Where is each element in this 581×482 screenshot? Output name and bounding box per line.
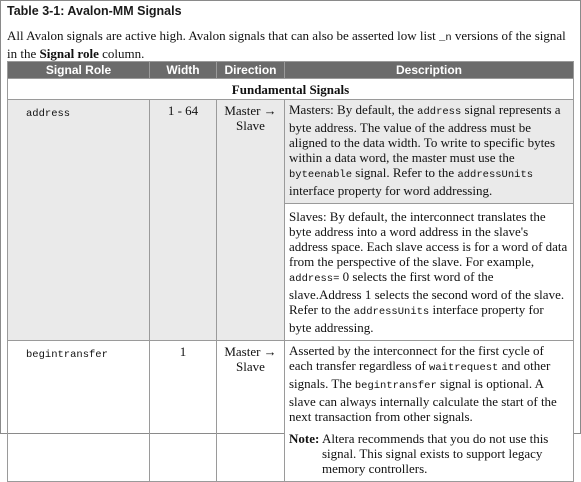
- desc-text: signal is optional. A slave can always internally calculate the start of the next transaction from other signals.: [289, 376, 557, 424]
- desc-code: address=: [289, 273, 340, 285]
- desc-text: 0 selects the first word of the slave.Address 1 selects the second word of the slave. Refer to the: [289, 269, 565, 317]
- header-signal-role: Signal Role: [8, 62, 150, 79]
- intro-text-3: column.: [98, 46, 145, 61]
- desc-text: interface property for word addressing.: [289, 183, 493, 198]
- note-label: Note:: [289, 431, 320, 446]
- intro-code: _n: [439, 32, 452, 44]
- intro-bold: Signal role: [39, 46, 99, 61]
- desc-text: Asserted by the interconnect for the first cycle of each transfer regardless of: [289, 343, 544, 373]
- signal-direction: Master → Slave: [217, 100, 285, 341]
- desc-code: waitrequest: [429, 362, 499, 374]
- desc-text: Masters: By default, the: [289, 102, 418, 117]
- desc-code: byteenable: [289, 169, 353, 181]
- note-block: [289, 431, 569, 476]
- desc-text: interface property for byte addressing.: [289, 302, 544, 335]
- note-text: Altera recommends that you do not use this signal. This signal exists to support legacy memory controllers.: [322, 431, 549, 476]
- desc-code: addressUnits: [353, 306, 430, 318]
- desc-text: signal represents a byte address. The value of the address must be aligned to the data width. To write to specific bytes within a data word, the master must use the: [289, 102, 561, 165]
- signal-width: 1 - 64: [150, 100, 217, 341]
- intro-text-1: All Avalon signals are active high. Avalon signals that can also be asserted low list: [7, 28, 440, 43]
- section-title: Fundamental Signals: [8, 79, 574, 100]
- desc-code: begintransfer: [354, 380, 437, 392]
- intro-text-2: versions of the signal in the: [7, 28, 566, 61]
- desc-code: address: [417, 106, 462, 118]
- header-row: [8, 62, 574, 79]
- header-description: Description: [285, 62, 574, 79]
- masters-description: [285, 100, 573, 204]
- signals-table: [7, 61, 574, 482]
- table-row: [8, 341, 574, 482]
- table-row: [8, 100, 574, 341]
- table-title: Table 3-1: Avalon-MM Signals: [7, 4, 182, 18]
- signal-width: 1: [150, 341, 217, 482]
- begintransfer-description: [289, 343, 569, 424]
- signal-description: [285, 341, 574, 482]
- signal-direction: Master → Slave: [217, 341, 285, 482]
- intro-paragraph: [7, 28, 573, 61]
- signal-description: [285, 100, 574, 341]
- desc-text: signal. Refer to the: [352, 165, 458, 180]
- desc-text: and other signals. The: [289, 358, 551, 391]
- slaves-description: [289, 204, 569, 335]
- desc-code: addressUnits: [457, 169, 534, 181]
- desc-text: Slaves: By default, the interconnect translates the byte address into a word address in the slave's address space. Each slave access is for a word of data from the perspective of the slave. For example,: [289, 209, 568, 269]
- signal-name: begintransfer: [8, 341, 150, 482]
- header-direction: Direction: [217, 62, 285, 79]
- signal-name: address: [8, 100, 150, 341]
- section-row: [8, 79, 574, 100]
- header-width: Width: [150, 62, 217, 79]
